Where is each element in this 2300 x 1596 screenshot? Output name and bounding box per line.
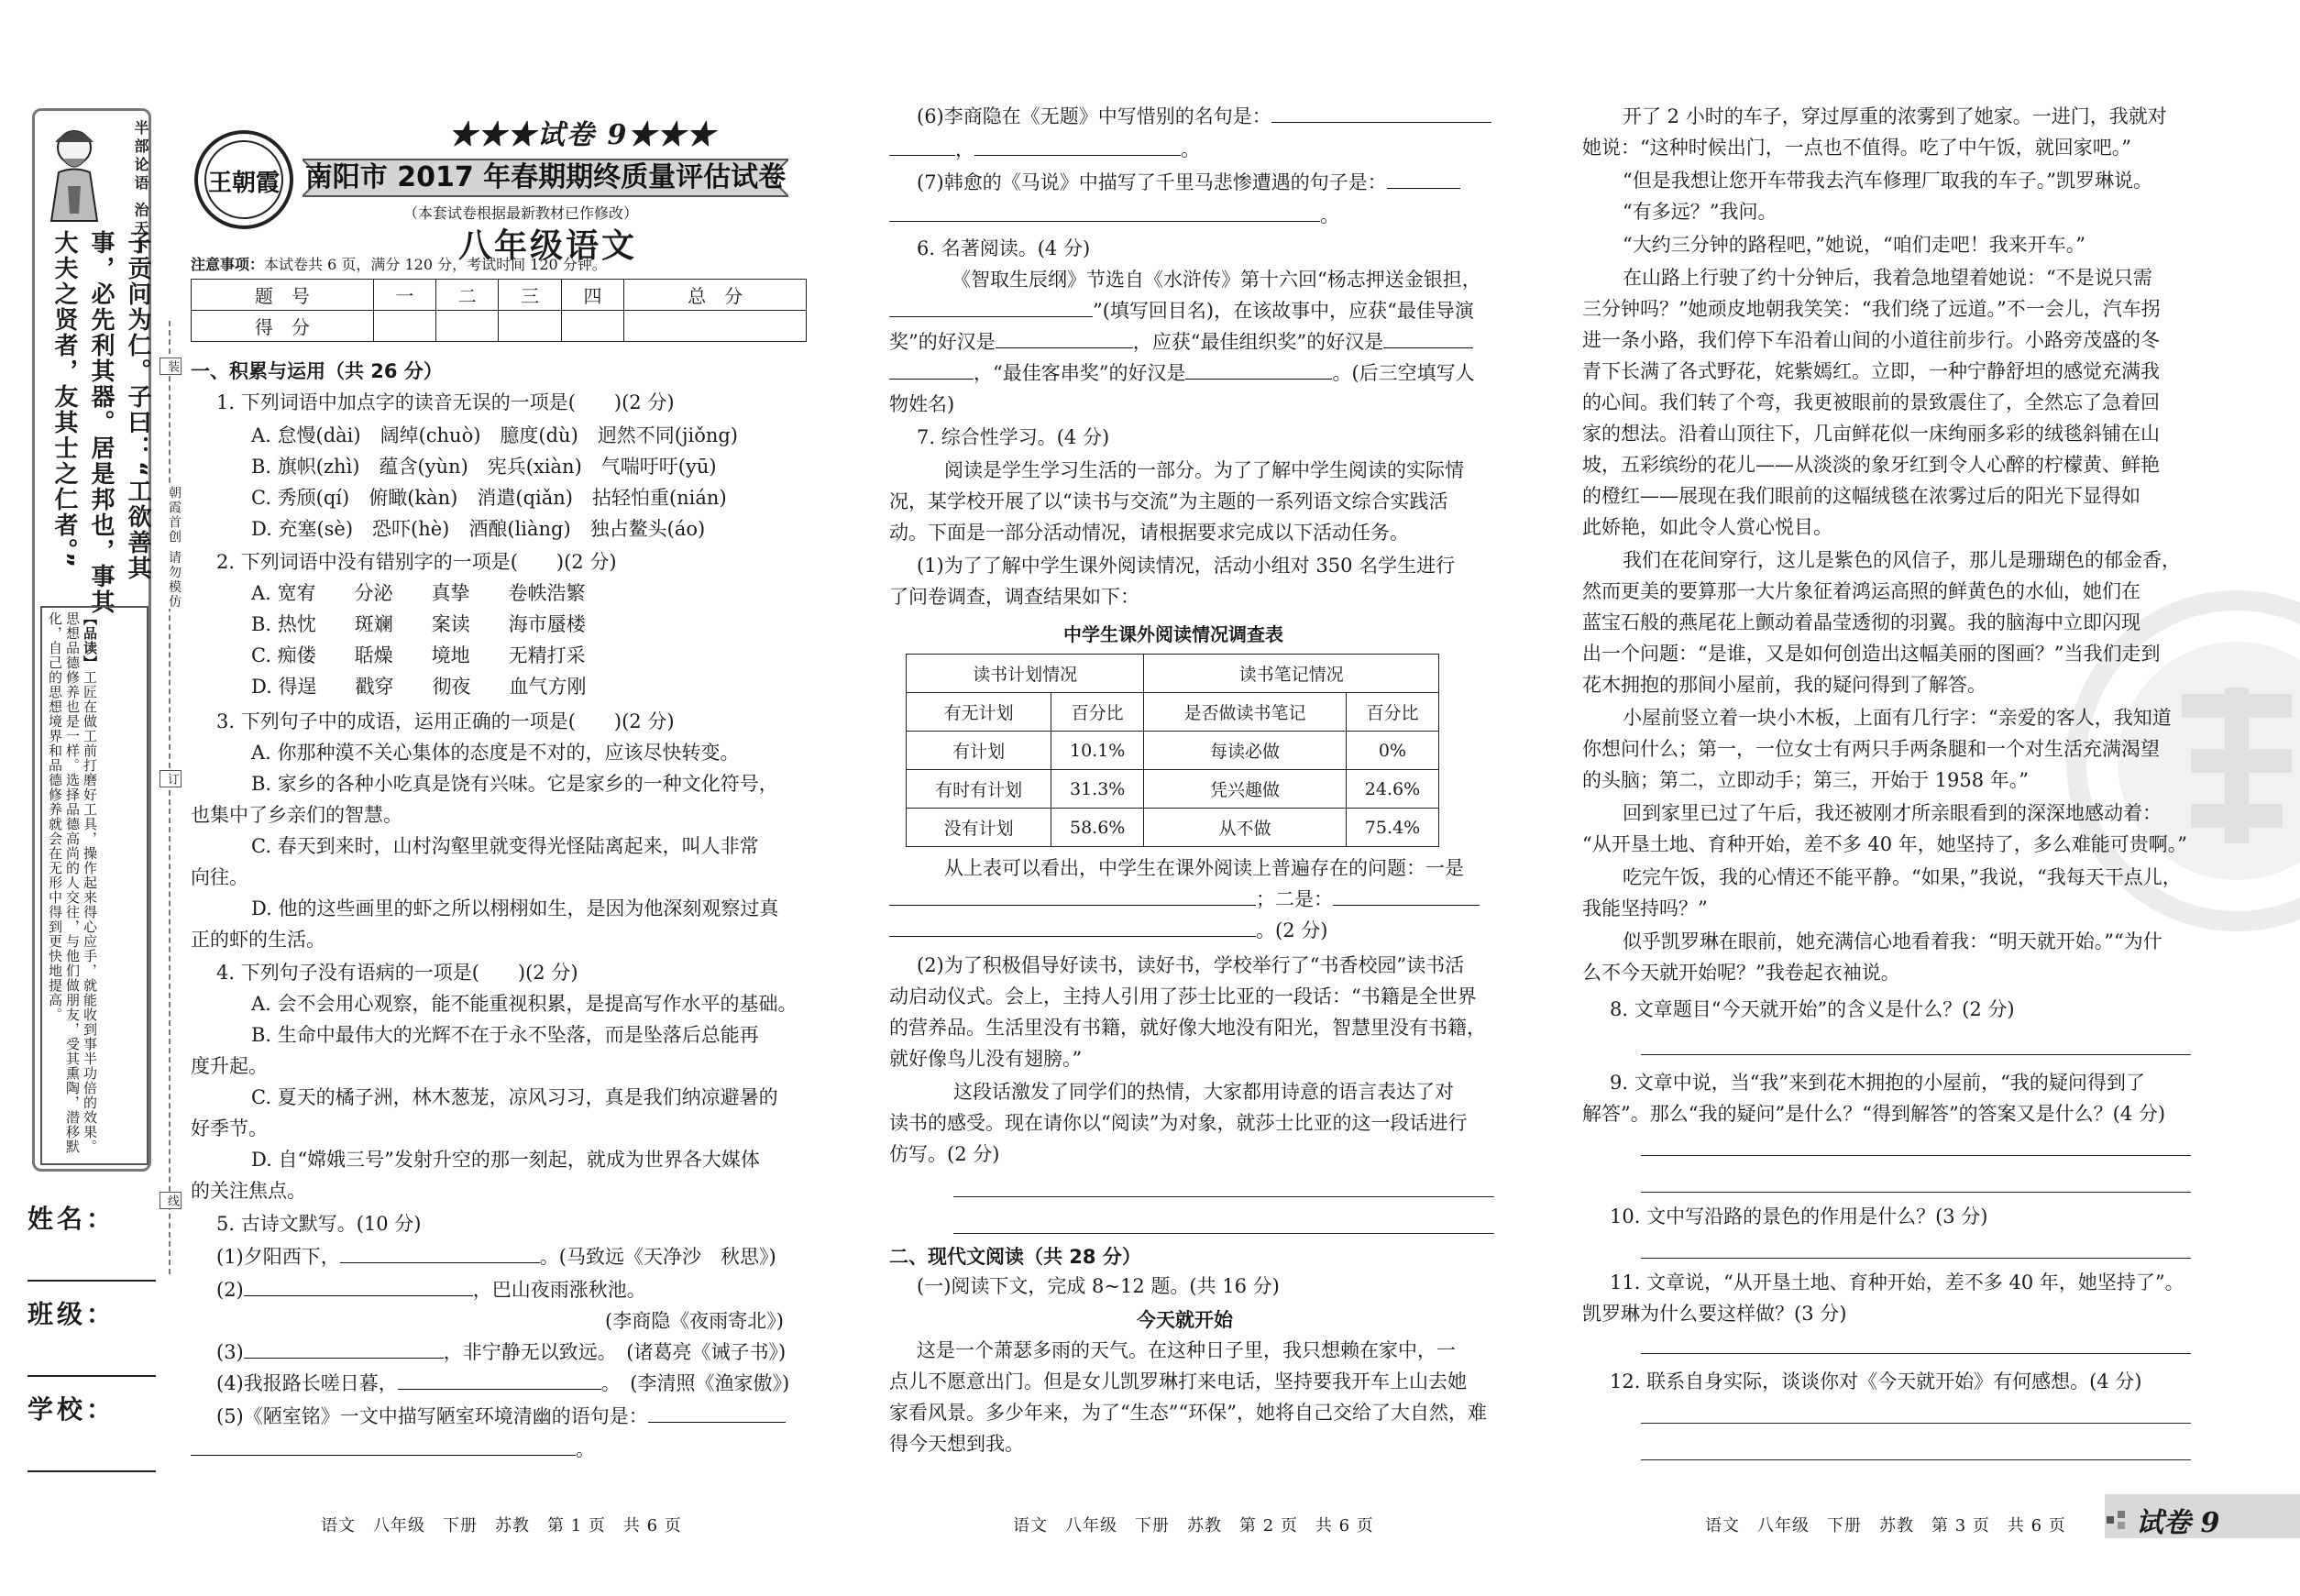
exam-title: 南阳市 2017 年春期期终质量评估试卷: [304, 161, 787, 193]
footer-page-2: 语文 八年级 下册 苏教 第 2 页 共 6 页: [1013, 1516, 1374, 1535]
class-label: 班级：: [28, 1299, 116, 1329]
passage-cont-5: “大约三分钟的路程吧，”她说，“咱们走吧！我来开车。”: [1623, 234, 2085, 256]
passage-cont-13: 的橙红——展现在我们眼前的这幅绒毯在浓雾过后的阳光下显得如: [1582, 485, 2140, 507]
q4-option-c-cont: 好季节。: [191, 1117, 268, 1139]
q7-1-text-2: ；二是：: [1256, 888, 1333, 910]
answer-blank[interactable]: [889, 361, 974, 380]
binding-label-xian: 线: [160, 1192, 182, 1209]
answer-blank[interactable]: [1383, 330, 1473, 348]
comment-text: 工匠在做工前打磨好工具，操作起来得心应手，就能收到事半功倍的效果。思想品德修养也是一样。选择品德高尚的人交往，与他们做朋友，受其熏陶，潜移默化，自己的思想境界和品德修养就会在无形中得到更快地提高。: [47, 611, 98, 1154]
passage-cont-28: 么不今天就开始呢？”我卷起衣袖说。: [1582, 962, 1900, 984]
question-1: 1. 下列词语中加点字的读音无误的一项是( )(2 分): [216, 391, 675, 413]
q6-text-2: ”(填写回目名)，在该故事中，应获“最佳导演: [1093, 300, 1474, 322]
passage-cont-6: 在山路上行驶了约十分钟后，我着急地望着她说：“不是说只需: [1623, 267, 2152, 289]
passage-cont-16: 然而更美的要算那一大片象征着鸿运高照的鲜黄色的水仙，她们在: [1582, 580, 2140, 602]
sidebar-comment: [46, 611, 98, 1160]
survey-cell: 10.1%: [1051, 732, 1144, 770]
q7-1: (1)为了了解中学生课外阅读情况，活动小组对 350 名学生进行: [917, 555, 1456, 577]
survey-cell: 每读必做: [1144, 732, 1347, 770]
q2-option-d: D. 得逞 戳穿 彻夜 血气方刚: [251, 676, 587, 698]
passage-cont-11: 家的想法。沿着山顶往下，几亩鲜花似一床绚丽多彩的绒毯斜铺在山: [1582, 423, 2160, 445]
passage-cont-20: 小屋前竖立着一块小木板，上面有几行字：“亲爱的客人，我知道: [1623, 707, 2172, 729]
binding-label-zhuang: 装: [160, 358, 182, 375]
passage-cont-21: 你想问什么；第一，一位女士有两只手两条腿和一个对生活充满渴望: [1582, 738, 2160, 760]
passage-cont-22: 的头脑；第二，立即动手；第三，开始于 1958 年。”: [1582, 769, 2030, 791]
school-field[interactable]: [28, 1390, 165, 1485]
q5-6-text: (6)李商隐在《无题》中写惜别的名句是：: [917, 105, 1271, 127]
q1-option-b: B. 旗帜(zhì) 蕴含(yùn) 宪兵(xiàn) 气喘吁吁(yū): [251, 456, 717, 478]
q2-option-b: B. 热忱 斑斓 案读 海市蜃楼: [251, 613, 586, 635]
answer-line[interactable]: [1641, 1353, 2191, 1354]
q6-text-4: ，应获“最佳组织奖”的好汉是: [1132, 331, 1384, 353]
score-input-cell[interactable]: [561, 311, 623, 342]
score-table: [191, 279, 807, 342]
passage-cont-1: 开了 2 小时的车子，穿过厚重的浓雾到了她家。一进门，我就对: [1623, 105, 2167, 127]
passage-cont-12: 坡，五彩缤纷的花儿——从淡淡的象牙红到令人心醉的柠檬黄、鲜艳: [1582, 454, 2160, 476]
sidebar-quote-panel: [32, 108, 151, 1172]
q5-5-cont: [191, 1437, 595, 1462]
survey-header-cell: 百分比: [1051, 693, 1144, 732]
survey-header-cell: 有无计划: [907, 693, 1051, 732]
q5-6: [917, 105, 1491, 129]
q7-1-analysis: 从上表可以看出，中学生在课外阅读上普遍存在的问题：一是: [944, 857, 1464, 879]
q4-option-d-cont: 的关注焦点。: [191, 1180, 306, 1202]
survey-header-row: [907, 693, 1439, 732]
q6-text-3: 奖”的好汉是: [889, 331, 996, 353]
q5-4-text: (4)我报路长嗟日暮，: [216, 1372, 398, 1394]
q1-option-c: C. 秀颀(qí) 俯瞰(kàn) 消遣(qiǎn) 拈轻怕重(nián): [251, 487, 727, 509]
q5-2-source: (李商隐《夜雨寄北》): [605, 1310, 784, 1332]
binding-strip: [158, 321, 183, 1274]
q5-3-text: (3): [216, 1341, 244, 1363]
footer-page-3: 语文 八年级 下册 苏教 第 3 页 共 6 页: [1705, 1516, 2066, 1535]
survey-cell: 凭兴趣做: [1144, 770, 1347, 809]
survey-row: [907, 732, 1439, 770]
q5-2-text-b: ，巴山夜雨涨秋池。: [472, 1279, 646, 1301]
school-label: 学校：: [28, 1394, 116, 1425]
survey-group-cell: 读书计划情况: [907, 655, 1144, 693]
q3-option-c-cont: 向往。: [191, 866, 248, 888]
q7-2-line-5: 这段话激发了同学们的热情，大家都用诗意的语言表达了对: [953, 1081, 1454, 1103]
question-9-cont: 解答”。那么“我的疑问”是什么？“得到解答”的答案又是什么？(4 分): [1582, 1103, 2166, 1125]
q3-option-d-cont: 正的虾的生活。: [191, 929, 325, 951]
binding-note: 朝霞首创 请勿模仿: [158, 486, 183, 609]
binding-dashed-line: [169, 321, 171, 1274]
notice: [191, 253, 607, 274]
footer-paper-tag: 试卷 9: [2136, 1507, 2220, 1539]
q5-7-end: 。: [1320, 204, 1339, 226]
q4-option-b-cont: 度升起。: [191, 1055, 268, 1077]
q5-5-end: 。: [576, 1438, 595, 1460]
score-input-cell[interactable]: [499, 311, 561, 342]
section-heading-1: 一、积累与运用（共 26 分）: [191, 360, 443, 382]
q5-3-text-b: ，非宁静无以致远。 (诸葛亮《诫子书》): [443, 1341, 787, 1363]
notice-text: 本试卷共 6 页，满分 120 分，考试时间 120 分钟。: [264, 256, 607, 273]
passage-cont-27: 似乎凯罗琳在眼前，她充满信心地看着我：“明天就开始。”“为什: [1623, 930, 2162, 952]
comment-label: 【品读】: [82, 611, 98, 670]
passage-cont-2: 她说：“这种时候出门，一点也不值得。吃了中午饭，就回家吧。”: [1582, 137, 2131, 159]
survey-cell: 31.3%: [1051, 770, 1144, 809]
answer-blank[interactable]: [974, 138, 1181, 156]
q1-option-a: A. 怠慢(dài) 阔绰(chuò) 臆度(dù) 迥然不同(jiǒng): [251, 424, 738, 446]
decorative-squares-icon: [2105, 1503, 2138, 1531]
q7-2-line-6: 读书的感受。现在请你以“阅读”为对象，就莎士比亚的这一段话进行: [889, 1112, 1468, 1134]
question-11: 11. 文章说，“从开垦土地、育种开始，差不多 40 年，她坚持了”。: [1610, 1271, 2184, 1293]
q2-option-a: A. 宽宥 分泌 真挚 卷帙浩繁: [251, 582, 586, 604]
survey-cell: 没有计划: [907, 809, 1051, 847]
q7-2-line-2: 动启动仪式。会上，主持人引用了莎士比亚的一段话：“书籍是全世界: [889, 985, 1477, 1007]
passage-cont-18: 出一个问题：“是谁，又是如何创造出这幅美丽的图画？”当我们走到: [1582, 643, 2161, 665]
q5-7-text: (7)韩愈的《马说》中描写了千里马悲惨遭遇的句子是：: [917, 171, 1387, 193]
passage-cont-26: 我能坚持吗？”: [1582, 897, 1708, 919]
subject-title: 八年级语文: [458, 227, 638, 265]
answer-blank[interactable]: [889, 919, 1256, 937]
q3-option-d: D. 他的这些画里的虾之所以栩栩如生，是因为他深刻观察过真: [251, 897, 779, 919]
score-table-header-row: [192, 280, 807, 311]
passage-cont-25: 吃完午饭，我的心情还不能平静。“如果，”我说，“我每天干点儿，: [1623, 866, 2182, 888]
q6-line-4: [889, 361, 1475, 386]
notice-label: 注意事项：: [191, 256, 265, 273]
name-field[interactable]: [28, 1199, 165, 1294]
section-heading-2: 二、现代文阅读（共 28 分）: [889, 1246, 1141, 1268]
question-12: 12. 联系自身实际，谈谈你对《今天就开始》有何感想。(4 分): [1610, 1370, 2142, 1392]
answer-blank[interactable]: [191, 1437, 576, 1456]
q6-line-2: [889, 299, 1474, 324]
student-info-fields: [28, 1199, 165, 1485]
q5-7: [917, 171, 1460, 195]
q5-5: [216, 1404, 786, 1429]
answer-blank[interactable]: [1271, 105, 1491, 123]
answer-blank[interactable]: [889, 299, 1093, 317]
passage-cont-14: 此娇艳，如此令人赏心悦目。: [1582, 516, 1832, 538]
sidebar-quote: 子贡问为仁。子曰：“工欲善其事，必先利其器。居是邦也，事其大夫之贤者，友其士之仁者。”: [50, 230, 151, 615]
answer-line[interactable]: [1641, 1155, 2191, 1156]
question-9: 9. 文章中说，当“我”来到花木拥抱的小屋前，“我的疑问得到了: [1610, 1072, 2145, 1094]
class-line[interactable]: [28, 1375, 156, 1377]
exam-subnote: （本套试卷根据最新教材已作修改）: [403, 204, 639, 222]
q6-text-6: 。(后三空填写人: [1332, 362, 1475, 384]
q4-option-d: D. 自“嫦娥三号”发射升空的那一刻起，就成为世界各大媒体: [251, 1149, 760, 1171]
footer-page-1: 语文 八年级 下册 苏教 第 1 页 共 6 页: [321, 1516, 682, 1535]
score-header-cell: 一: [373, 280, 435, 311]
score-header-cell: 四: [561, 280, 623, 311]
survey-cell: 58.6%: [1051, 809, 1144, 847]
score-input-cell[interactable]: [373, 311, 435, 342]
q7-para-1: 阅读是学生学习生活的一部分。为了了解中学生阅读的实际情: [944, 459, 1464, 481]
answer-line[interactable]: [1641, 1192, 2191, 1193]
survey-cell: 75.4%: [1346, 809, 1438, 847]
answer-blank[interactable]: [1333, 887, 1480, 906]
question-5: 5. 古诗文默写。(10 分): [216, 1213, 422, 1235]
survey-cell: 0%: [1346, 732, 1438, 770]
q2-option-c: C. 痴偻 聒燥 境地 无精打采: [251, 644, 586, 666]
passage-cont-23: 回到家里已过了午后，我还被刚才所亲眼看到的深深地感动着：: [1623, 802, 2162, 824]
q7-2: (2)为了积极倡导好读书，读好书，学校举行了“书香校园”读书活: [917, 954, 1465, 976]
q7-para-3: 动。下面是一部分活动情况，请根据要求完成以下活动任务。: [889, 522, 1409, 544]
survey-row: [907, 770, 1439, 809]
survey-row: [907, 809, 1439, 847]
q6-line-3: [889, 330, 1473, 355]
q1-option-d: D. 充塞(sè) 恐吓(hè) 酒酿(liàng) 独占鳌头(áo): [251, 518, 706, 540]
survey-group-cell: 读书笔记情况: [1144, 655, 1439, 693]
passage-cont-17: 蓝宝石般的燕尾花上颤动着晶莹透彻的羽翼。我的脑海中立即闪现: [1582, 611, 2140, 633]
question-6: 6. 名著阅读。(4 分): [917, 237, 1091, 259]
name-label: 姓名：: [28, 1204, 116, 1234]
passage-cont-7: 三分钟吗？”她顽皮地朝我笑笑：“我们绕了远道。”不一会儿，汽车拐: [1582, 298, 2161, 320]
passage-cont-3: “但是我想让您开车带我去汽车修理厂取我的车子。”凯罗琳说。: [1623, 170, 2152, 192]
score-table-score-row: [192, 311, 807, 342]
sidebar: [28, 108, 156, 1465]
q3-option-b-cont: 也集中了乡亲们的智慧。: [191, 804, 402, 826]
question-8: 8. 文章题目“今天就开始”的含义是什么？(2 分): [1610, 998, 2015, 1020]
answer-line[interactable]: [953, 1233, 1494, 1234]
passage-line-1: 这是一个萧瑟多雨的天气。在这种日子里，我只想赖在家中，一: [917, 1339, 1456, 1361]
question-3: 3. 下列句子中的成语，运用正确的一项是( )(2 分): [216, 710, 675, 732]
q7-2-line-3: 的营养品。生活里没有书籍，就好像大地没有阳光，智慧里没有书籍，: [889, 1017, 1486, 1039]
q5-6-end: 。: [1181, 138, 1200, 160]
q7-2-line-4: 就好像鸟儿没有翅膀。”: [889, 1048, 1083, 1070]
sidebar-comment-box: [40, 606, 149, 1165]
q7-2-line-7: 仿写。(2 分): [889, 1143, 1000, 1165]
passage-cont-9: 青下长满了各式野花，姹紫嫣红。立即，一种宁静舒坦的感觉充满我: [1582, 360, 2160, 382]
q5-1-text: (1)夕阳西下，: [216, 1246, 340, 1268]
question-4: 4. 下列句子没有语病的一项是( )(2 分): [216, 962, 578, 984]
q6-text-1: 《智取生辰纲》节选自《水浒传》第十六回“杨志押送金银担，: [952, 269, 1481, 291]
answer-line[interactable]: [1641, 1459, 2191, 1460]
q5-2-text: (2): [216, 1279, 244, 1301]
answer-line[interactable]: [1641, 1258, 2191, 1259]
q6-text-7: 物姓名): [889, 393, 955, 415]
survey-title: 中学生课外阅读情况调查表: [1063, 623, 1283, 645]
school-line[interactable]: [28, 1470, 156, 1472]
q7-para-2: 况，某学校开展了以“读书与交流”为主题的一系列语文综合实践活: [889, 490, 1448, 512]
q7-1-text-3: 。(2 分): [1256, 919, 1328, 941]
score-input-cell[interactable]: [436, 311, 499, 342]
answer-blank[interactable]: [1185, 361, 1332, 380]
q5-6-cont: [889, 138, 1200, 162]
q3-option-b: B. 家乡的各种小吃真是饶有兴味。它是家乡的一种文化符号，: [251, 773, 778, 795]
class-field[interactable]: [28, 1294, 165, 1390]
q3-option-c: C. 春天到来时，山村沟壑里就变得光怪陆离起来，叫人非常: [251, 835, 759, 857]
answer-blank[interactable]: [889, 204, 1320, 222]
q5-7-cont: [889, 204, 1339, 228]
answer-blank[interactable]: [996, 330, 1133, 348]
answer-blank[interactable]: [398, 1371, 601, 1390]
survey-table: [906, 654, 1439, 847]
survey-cell: 有时有计划: [907, 770, 1051, 809]
passage-line-4: 得今天想到我。: [889, 1433, 1024, 1455]
score-input-cell[interactable]: [624, 311, 807, 342]
answer-blank[interactable]: [1387, 171, 1460, 189]
answer-blank[interactable]: [889, 138, 955, 156]
passage-cont-24: “从开垦土地、育种开始，差不多 40 年，她坚持了，多么难能可贵啊。”: [1582, 833, 2188, 855]
q7-1-line-3: [889, 919, 1327, 943]
q7-1-cont: 了问卷调查，调查结果如下：: [889, 586, 1139, 608]
q5-1: [216, 1245, 776, 1270]
answer-blank[interactable]: [244, 1278, 473, 1296]
survey-header-cell: 是否做读书笔记: [1144, 693, 1347, 732]
q5-1-source: 。(马致远《天净沙 秋思》): [539, 1246, 776, 1268]
q5-3: [216, 1340, 786, 1365]
passage-line-2: 点儿不愿意出门。但是女儿凯罗琳打来电话，坚持要我开车上山去她: [889, 1370, 1467, 1392]
q4-option-b: B. 生命中最伟大的光辉不在于永不坠落，而是坠落后总能再: [251, 1024, 759, 1046]
question-2: 2. 下列词语中没有错别字的一项是( )(2 分): [216, 551, 617, 573]
answer-line[interactable]: [1641, 1423, 2191, 1424]
passage-title: 今天就开始: [1137, 1309, 1233, 1331]
passage-line-3: 家看风景。多少年来，为了“生态”“环保”，她将自己交给了大自然，难: [889, 1402, 1487, 1424]
q7-1-line-2: [889, 887, 1480, 912]
question-11-cont: 凯罗琳为什么要这样做？(3 分): [1582, 1303, 1847, 1325]
answer-line[interactable]: [1641, 1054, 2191, 1055]
question-10: 10. 文中写沿路的景色的作用是什么？(3 分): [1610, 1205, 1988, 1227]
q6-text-5: ，“最佳客串奖”的好汉是: [974, 362, 1186, 384]
answer-blank[interactable]: [244, 1340, 444, 1359]
binding-label-ding: 订: [160, 770, 182, 787]
score-header-cell: 总 分: [624, 280, 807, 311]
q4-option-c: C. 夏天的橘子洲，林木葱茏，凉风习习，真是我们纳凉避暑的: [251, 1086, 778, 1108]
passage-cont-15: 我们在花间穿行，这儿是紫色的风信子，那儿是珊瑚色的郁金香，: [1623, 549, 2181, 571]
confucius-portrait-icon: [42, 122, 106, 223]
survey-cell: 从不做: [1144, 809, 1347, 847]
score-header-cell: 三: [499, 280, 561, 311]
passage-cont-4: “有多远？”我问。: [1623, 201, 1777, 223]
sidebar-motto: 半部论语 治天下: [132, 120, 149, 258]
score-header-cell: 二: [436, 280, 499, 311]
q5-4-source: 。 (李清照《渔家傲》): [600, 1372, 790, 1394]
passage-cont-10: 的心间。我们转了个弯，我更被眼前的景致震住了，全然忘了急着回: [1582, 391, 2160, 413]
score-label-cell: 得 分: [192, 311, 374, 342]
survey-header-cell: 百分比: [1346, 693, 1438, 732]
survey-cell: 有计划: [907, 732, 1051, 770]
q4-option-a: A. 会不会用心观察，能不能重视积累，是提高写作水平的基础。: [251, 993, 798, 1015]
paper-number: ★★★试卷 9★★★: [449, 119, 717, 151]
passage-cont-8: 进一条小路，我们停下车沿着山间的小道往前步行。小路旁茂盛的冬: [1582, 329, 2160, 351]
name-line[interactable]: [28, 1280, 156, 1282]
answer-blank[interactable]: [340, 1245, 540, 1263]
answer-blank[interactable]: [648, 1404, 786, 1423]
svg-text:王朝霞: 王朝霞: [207, 170, 281, 197]
passage-cont-19: 花木拥抱的那间小屋前，我的疑问得到了解答。: [1582, 674, 1986, 696]
score-header-cell: 题 号: [192, 280, 374, 311]
q5-2: [216, 1278, 646, 1303]
answer-line[interactable]: [953, 1196, 1494, 1197]
question-7: 7. 综合性学习。(4 分): [917, 426, 1110, 448]
q3-option-a: A. 你那种漠不关心集体的态度是不对的，应该尽快转变。: [251, 742, 740, 764]
q5-6-comma: ，: [955, 138, 974, 160]
survey-group-row: [907, 655, 1439, 693]
reading-intro: (一)阅读下文，完成 8~12 题。(共 16 分): [917, 1275, 1280, 1297]
survey-cell: 24.6%: [1346, 770, 1438, 809]
q5-5-text: (5)《陋室铭》一文中描写陋室环境清幽的语句是：: [216, 1405, 648, 1427]
answer-blank[interactable]: [889, 887, 1256, 906]
q5-4: [216, 1371, 789, 1396]
brand-logo-icon: [193, 128, 295, 231]
